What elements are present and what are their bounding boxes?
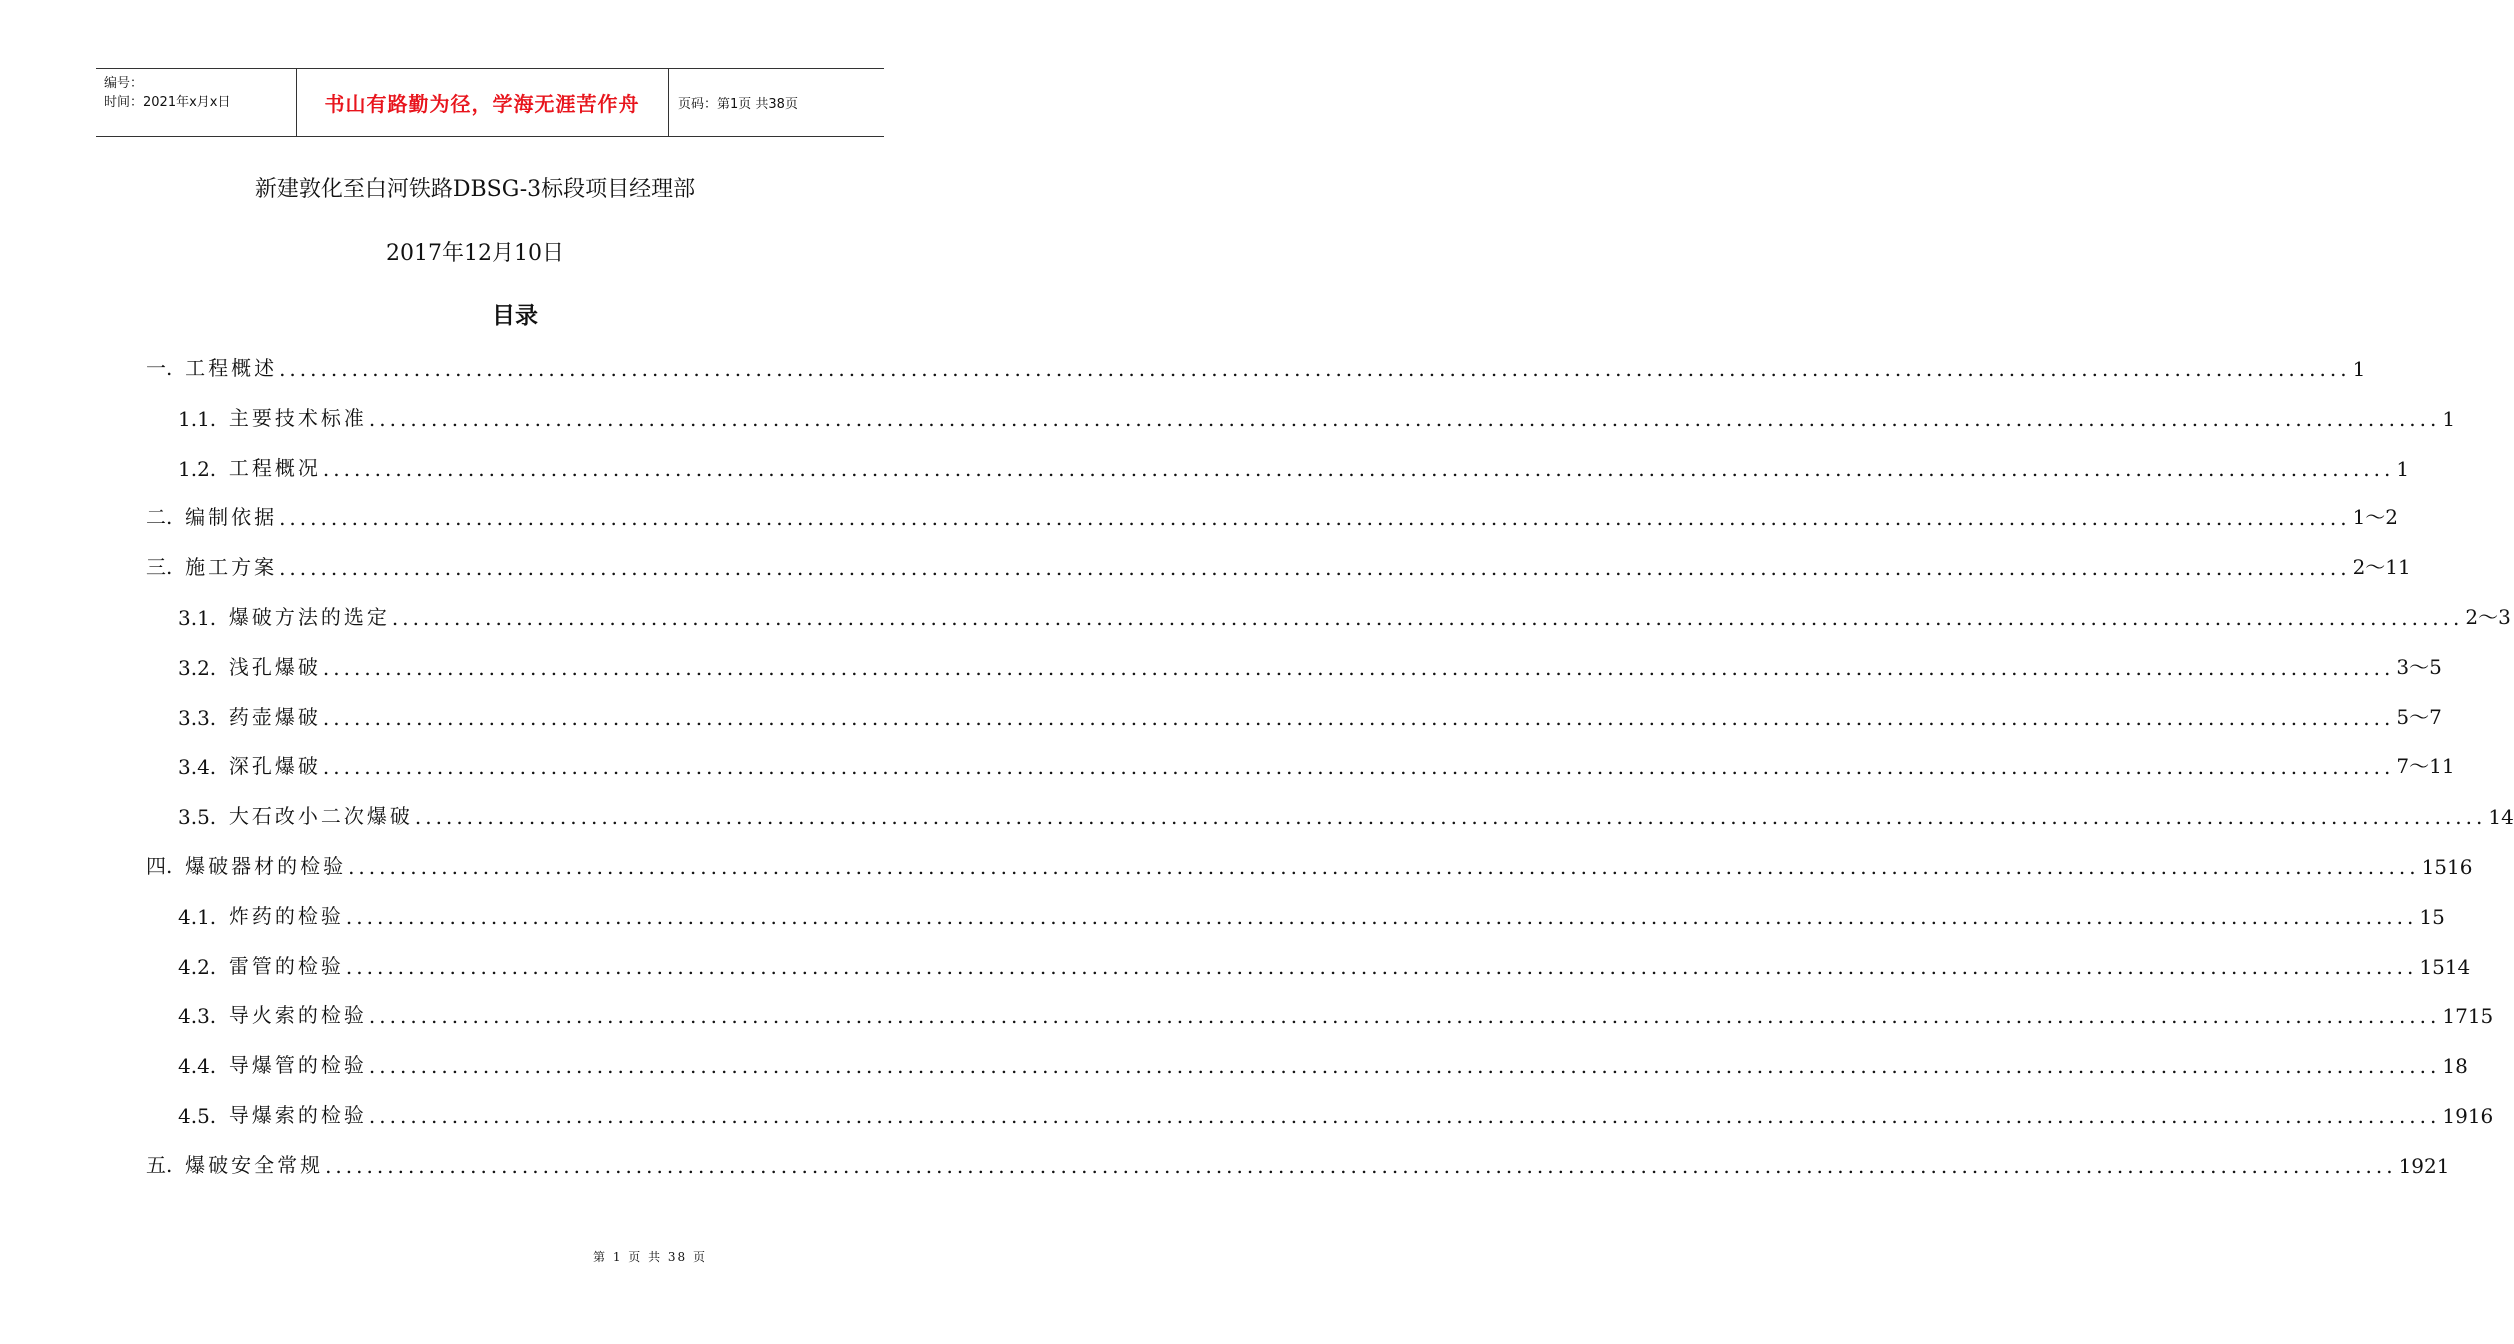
toc-entry-title: 主要技术标准 (228, 405, 367, 430)
toc-entry[interactable] (146, 843, 2473, 879)
page-label: 页码：第1页 共38页 (678, 97, 798, 112)
toc-entry[interactable] (146, 345, 2366, 381)
toc-entry-title: 爆破方法的选定 (228, 605, 390, 629)
toc-entry-number: 1.1. (178, 406, 229, 431)
toc-entry[interactable] (178, 594, 2511, 630)
toc-entry-title: 深孔爆破 (228, 754, 321, 779)
toc-entry-title: 浅孔爆破 (228, 654, 321, 679)
toc-entry-title: 导火索的检验 (228, 1003, 367, 1028)
code-label: 编号： (104, 76, 144, 91)
page-footer: 第 1 页 共 38 页 (593, 1250, 707, 1264)
toc-entry-number: 4.4. (178, 1054, 229, 1079)
toc-entry-title: 施工方案 (185, 555, 278, 580)
toc-leader-dots: ........................................................................................................................................................................................................ (348, 855, 2420, 879)
toc-entry-title: 炸药的检验 (228, 903, 344, 928)
toc-entry-page: 1516 (2421, 855, 2473, 879)
toc-entry[interactable] (178, 1092, 2494, 1128)
toc-entry[interactable] (146, 544, 2411, 581)
toc-entry-title: 雷管的检验 (228, 953, 344, 978)
toc-entry-number: 五. (146, 1152, 186, 1177)
toc-entry-page: 18 (2442, 1054, 2468, 1079)
toc-entry[interactable] (178, 992, 2494, 1029)
org-title: 新建敦化至白河铁路DBSG-3标段项目经理部 (254, 177, 696, 202)
toc-entry-page: 7～11 (2396, 754, 2455, 779)
toc-entry-number: 3.5. (178, 805, 229, 830)
motto: 书山有路勤为径，学海无涯苦作舟 (296, 69, 669, 136)
toc-entry-number: 4.3. (178, 1004, 229, 1029)
toc-entry-number: 3.4. (178, 755, 229, 780)
toc-entry-page: 1 (2442, 406, 2456, 431)
toc-leader-dots: ........................................................................................................................................................................................................ (368, 1004, 2441, 1029)
toc-entry[interactable] (178, 1042, 2468, 1079)
toc-entry-page: 5～7 (2396, 704, 2442, 729)
toc-leader-dots: ........................................................................................................................................................................................................ (279, 556, 2351, 581)
toc-leader-dots: ........................................................................................................................................................................................................ (322, 755, 2395, 780)
toc-leader-dots: ........................................................................................................................................................................................................ (391, 606, 2464, 630)
toc-entry-number: 二. (146, 505, 186, 530)
toc-entry[interactable] (178, 445, 2410, 481)
toc-entry[interactable] (178, 793, 2514, 830)
toc-entry-page: 1715 (2442, 1004, 2494, 1029)
toc-entry-page: 3～5 (2396, 654, 2442, 679)
header-meta-cell (96, 69, 297, 136)
toc-entry-number: 3.1. (178, 606, 229, 630)
toc-entry[interactable] (178, 694, 2442, 730)
toc-leader-dots: ........................................................................................................................................................................................................ (279, 357, 2351, 381)
toc-entry-number: 三. (146, 555, 186, 580)
toc-entry-page: 2～3 (2465, 605, 2511, 629)
toc-leader-dots: ........................................................................................................................................................................................................ (322, 705, 2395, 730)
toc-entry-page: 1 (2352, 357, 2366, 381)
toc-entry-title: 爆破器材的检验 (185, 854, 347, 878)
toc-entry-number: 1.2. (178, 456, 229, 481)
toc-entry-page: 14 (2488, 805, 2514, 830)
toc-leader-dots: ........................................................................................................................................................................................................ (345, 904, 2418, 929)
toc-entry-title: 编制依据 (185, 505, 278, 530)
toc-entry-page: 1514 (2419, 954, 2471, 979)
toc-entry-number: 4.2. (178, 954, 229, 979)
toc-leader-dots: ........................................................................................................................................................................................................ (368, 406, 2441, 431)
toc-entry[interactable] (178, 743, 2455, 780)
toc-leader-dots: ........................................................................................................................................................................................................ (279, 506, 2351, 531)
toc-entry-title: 导爆索的检验 (228, 1103, 367, 1127)
toc-entry[interactable] (146, 1142, 2450, 1178)
toc-leader-dots: ........................................................................................................................................................................................................ (345, 954, 2418, 979)
toc-leader-dots: ........................................................................................................................................................................................................ (325, 1153, 2397, 1178)
toc-entry-number: 3.2. (178, 655, 229, 680)
header-table (96, 68, 884, 137)
toc-entry-page: 1921 (2398, 1153, 2450, 1178)
toc-leader-dots: ........................................................................................................................................................................................................ (368, 1054, 2441, 1079)
toc-leader-dots: ........................................................................................................................................................................................................ (368, 1104, 2441, 1128)
toc-entry-number: 3.3. (178, 705, 229, 730)
toc-entry-number: 4.1. (178, 904, 229, 929)
toc-entry-title: 工程概况 (228, 455, 321, 480)
toc-entry-page: 2～11 (2352, 555, 2411, 580)
toc-entry[interactable] (146, 494, 2399, 531)
toc-entry-title: 工程概述 (185, 356, 278, 380)
toc-leader-dots: ........................................................................................................................................................................................................ (322, 655, 2395, 680)
toc-entry[interactable] (178, 395, 2456, 431)
time-label: 时间：2021年x月x日 (104, 95, 231, 110)
doc-date: 2017年12月10日 (386, 241, 564, 266)
toc-entry[interactable] (178, 644, 2442, 680)
toc-title: 目录 (492, 303, 538, 329)
toc-entry[interactable] (178, 893, 2445, 929)
toc-entry-number: 一. (146, 356, 186, 380)
toc-entry-page: 15 (2419, 904, 2445, 929)
toc-leader-dots: ........................................................................................................................................................................................................ (414, 805, 2487, 830)
toc-entry-page: 1 (2396, 456, 2410, 481)
toc-entry-number: 4.5. (178, 1104, 229, 1128)
toc-entry-title: 爆破安全常规 (185, 1152, 324, 1177)
toc-entry-title: 大石改小二次爆破 (228, 804, 413, 829)
toc-entry[interactable] (178, 943, 2471, 979)
toc-entry-title: 导爆管的检验 (228, 1053, 367, 1078)
toc-entry-title: 药壶爆破 (228, 704, 321, 729)
toc-entry-page: 1916 (2442, 1104, 2494, 1128)
toc-entry-number: 四. (146, 854, 186, 878)
toc-leader-dots: ........................................................................................................................................................................................................ (322, 456, 2395, 481)
toc-entry-page: 1～2 (2352, 505, 2399, 530)
